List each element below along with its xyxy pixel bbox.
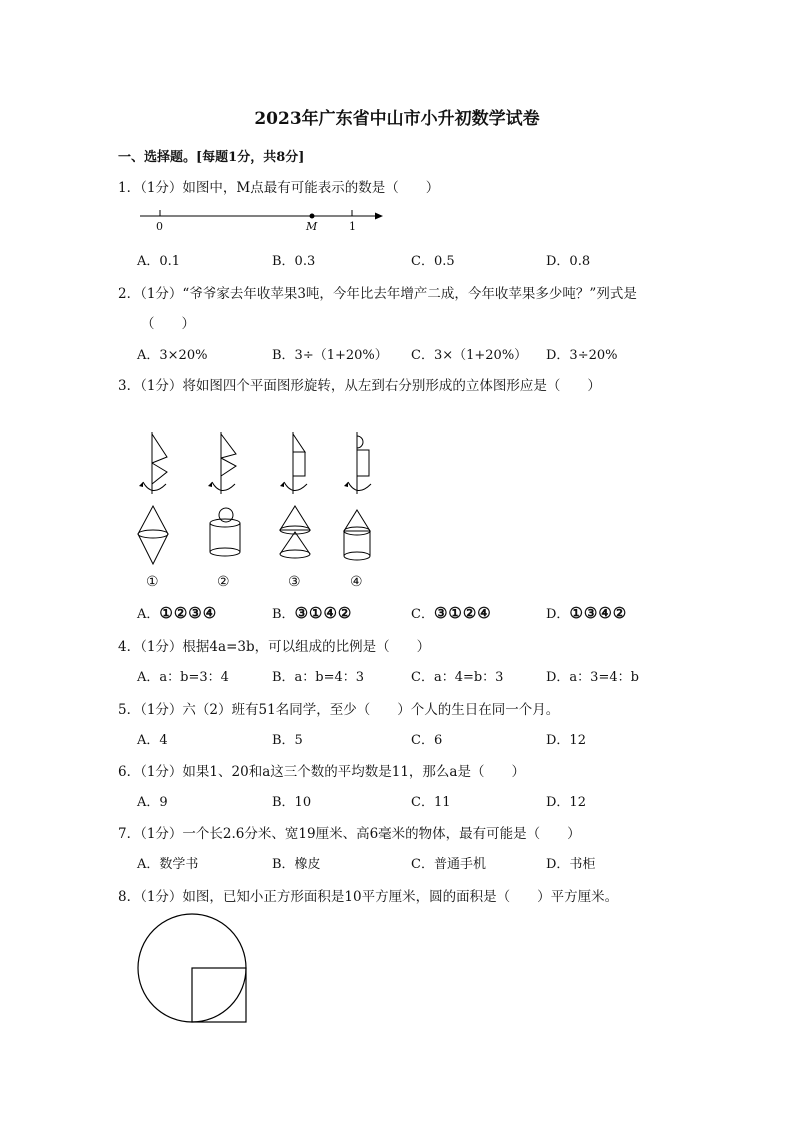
question-2-stem: 2．（1分）“爷爷家去年收苹果3吨，今年比去年增产二成，今年收苹果多少吨？”列式是 — [118, 286, 637, 302]
q3-option-d[interactable]: D．①③④② — [546, 604, 628, 622]
q4-option-c[interactable]: C．a：4=b：3 — [411, 670, 504, 685]
circle-square-figure — [134, 914, 254, 1029]
question-6-stem: 6．（1分）如果1、20和a这三个数的平均数是11，那么a是（ ） — [118, 764, 525, 780]
plane-figure-4 — [344, 432, 371, 494]
q3-option-b[interactable]: B．③①④② — [272, 604, 353, 622]
q1-option-b[interactable]: B．0.3 — [272, 254, 316, 269]
number-line-figure — [135, 205, 395, 245]
question-8-stem: 8．（1分）如图，已知小正方形面积是10平方厘米，圆的面积是（ ）平方厘米。 — [118, 889, 619, 905]
q2-option-b[interactable]: B．3÷（1+20%） — [272, 348, 388, 363]
q6-option-a[interactable]: A．9 — [137, 795, 168, 810]
q4-option-d[interactable]: D．a：3=4：b — [546, 670, 639, 685]
page-title: 2023年广东省中山市小升初数学试卷 — [254, 109, 540, 129]
solid-label-4: ④ — [350, 574, 363, 590]
plane-figure-3 — [280, 432, 307, 494]
q7-option-c[interactable]: C．普通手机 — [411, 857, 486, 872]
q5-option-b[interactable]: B．5 — [272, 733, 303, 748]
solid-label-2: ② — [217, 574, 230, 590]
question-3-stem: 3．（1分）将如图四个平面图形旋转，从左到右分别形成的立体图形应是（ ） — [118, 378, 601, 394]
q7-option-b[interactable]: B．橡皮 — [272, 857, 321, 872]
q5-option-a[interactable]: A．4 — [137, 733, 168, 748]
q6-option-d[interactable]: D．12 — [546, 795, 586, 810]
q6-option-b[interactable]: B．10 — [272, 795, 312, 810]
q1-option-d[interactable]: D．0.8 — [546, 254, 591, 269]
section-heading: 一、选择题。[每题1分，共8分] — [118, 150, 305, 165]
question-5-stem: 5．（1分）六（2）班有51名同学，至少（ ）个人的生日在同一个月。 — [118, 702, 560, 718]
q7-option-d[interactable]: D．书柜 — [546, 857, 596, 872]
solid-1-double-cone — [138, 506, 168, 564]
q2-option-d[interactable]: D．3÷20% — [546, 348, 618, 363]
q4-option-b[interactable]: B．a：b=4：3 — [272, 670, 365, 685]
question-7-stem: 7．（1分）一个长2.6分米、宽19厘米、高6毫米的物体，最有可能是（ ） — [118, 826, 581, 842]
plane-figure-2 — [208, 432, 236, 494]
rotation-figures — [130, 428, 400, 598]
q7-option-a[interactable]: A．数学书 — [137, 857, 199, 872]
solid-label-3: ③ — [288, 574, 301, 590]
q1-option-c[interactable]: C．0.5 — [411, 254, 455, 269]
q2-option-c[interactable]: C．3×（1+20%） — [411, 348, 528, 363]
q3-option-c[interactable]: C．③①②④ — [411, 604, 492, 622]
question-1-stem: 1．（1分）如图中，M点最有可能表示的数是（ ） — [118, 180, 440, 196]
axis-label-1: 1 — [349, 220, 356, 233]
axis-label-0: 0 — [156, 220, 163, 233]
question-2-stem-cont: （ ） — [141, 316, 195, 332]
solid-label-1: ① — [146, 574, 159, 590]
q5-option-c[interactable]: C．6 — [411, 733, 443, 748]
q6-option-c[interactable]: C．11 — [411, 795, 451, 810]
q4-option-a[interactable]: A．a：b=3：4 — [137, 670, 229, 685]
axis-label-m: M — [306, 220, 318, 233]
point-m — [310, 214, 315, 219]
solid-2-cylinder-sphere — [210, 508, 240, 556]
q3-option-a[interactable]: A．①②③④ — [137, 604, 218, 622]
plane-figure-1 — [139, 432, 167, 494]
solid-3-two-cones — [280, 506, 310, 558]
q2-option-a[interactable]: A．3×20% — [137, 348, 208, 363]
q5-option-d[interactable]: D．12 — [546, 733, 586, 748]
question-4-stem: 4．（1分）根据4a=3b，可以组成的比例是（ ） — [118, 639, 431, 655]
q1-option-a[interactable]: A．0.1 — [137, 254, 181, 269]
solid-4-cone-cylinder — [344, 510, 370, 560]
